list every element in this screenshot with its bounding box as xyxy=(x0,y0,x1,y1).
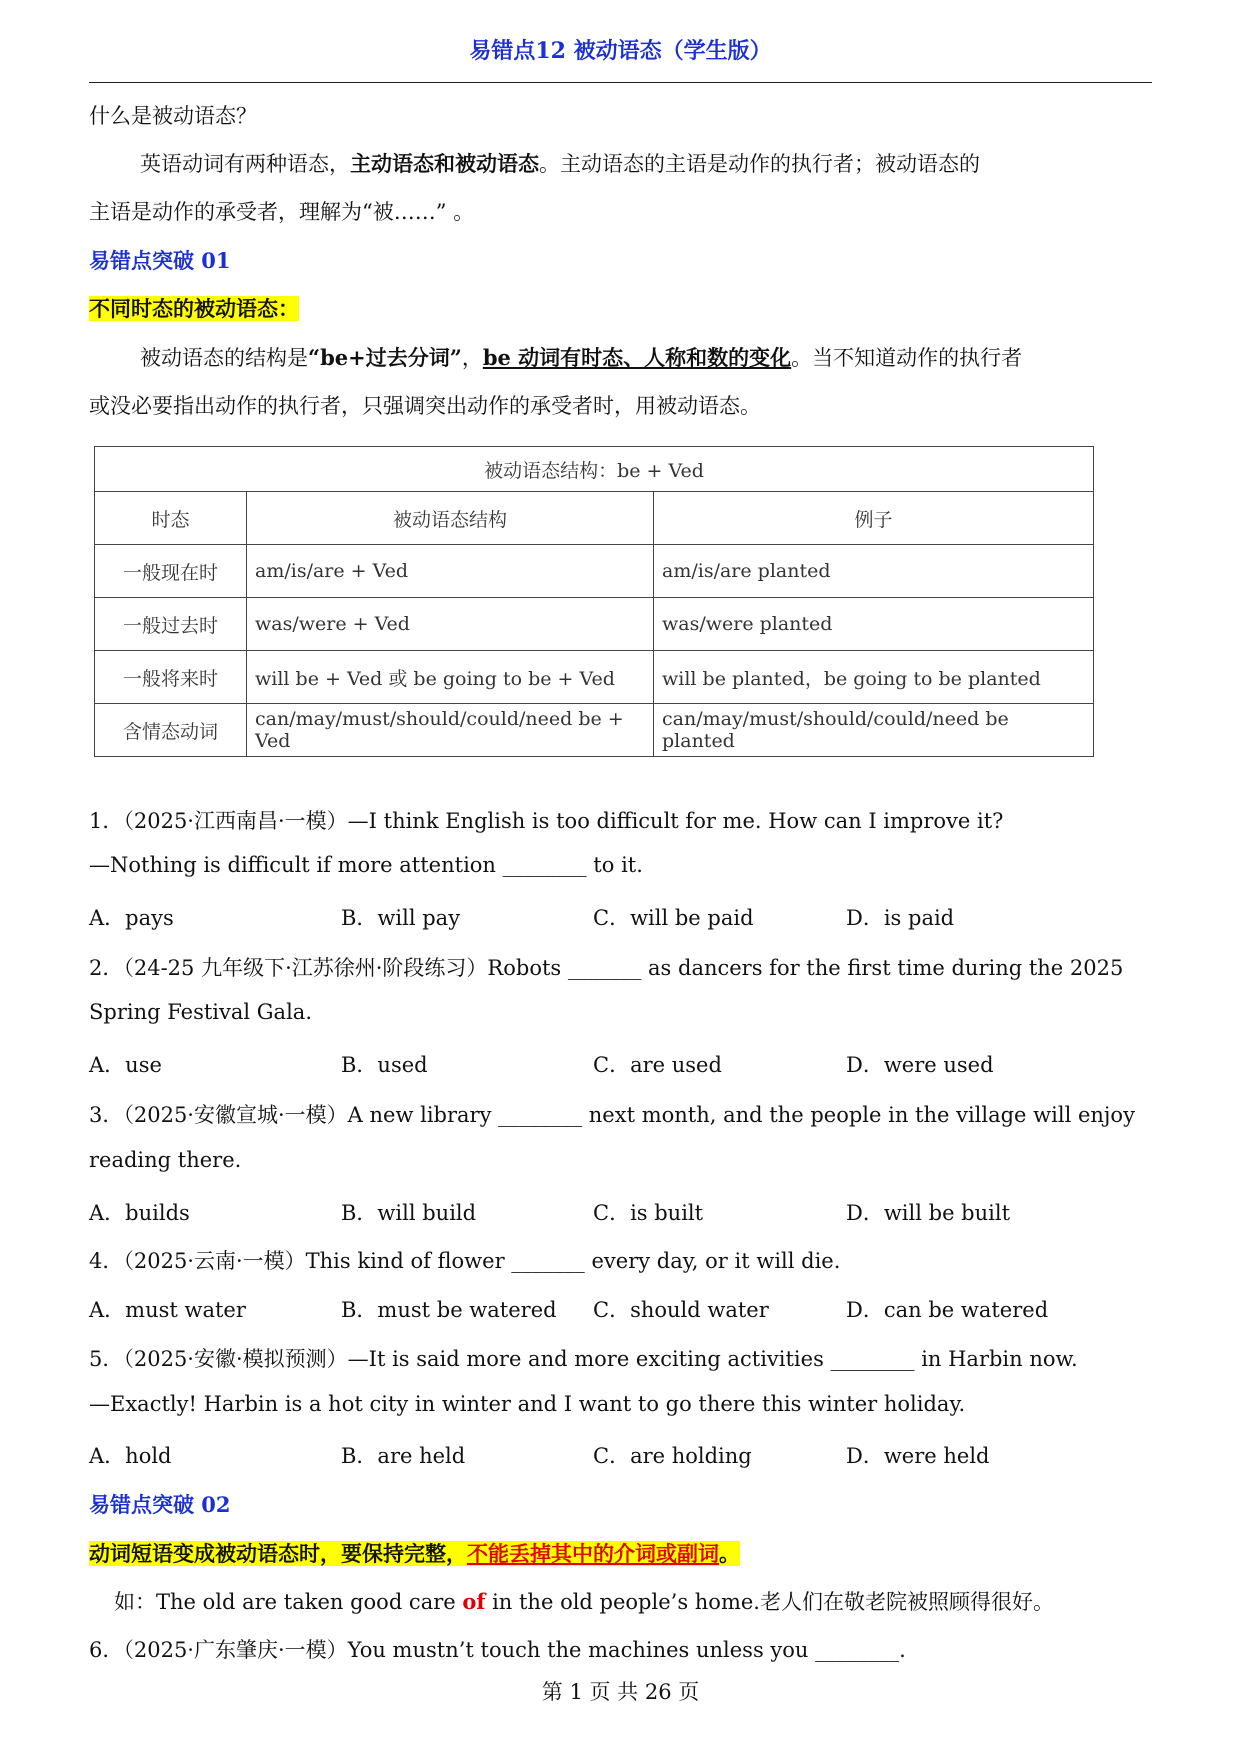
question-1-option-d[interactable]: D．is paid xyxy=(846,906,955,930)
question-2-option-d[interactable]: D．were used xyxy=(846,1053,994,1077)
question-1-option-a[interactable]: A．pays xyxy=(89,906,174,930)
question-2-stem: 2．（24-25 九年级下·江苏徐州·阶段练习）Robots _______ as dancers for the first time during the 2025 xyxy=(89,956,1124,980)
question-5-line2: —Exactly! Harbin is a hot city in winter and I want to go there this winter holiday. xyxy=(89,1392,966,1416)
intro-paragraph-line2: 主语是动作的承受者，理解为“被……” 。 xyxy=(89,200,475,224)
section1-highlight-line xyxy=(89,293,299,323)
intro-bold-text: 主动语态和被动语态 xyxy=(350,151,539,176)
section1-highlight: 不同时态的被动语态： xyxy=(89,296,299,321)
table-row xyxy=(95,704,1094,757)
section1-paragraph-line1 xyxy=(140,342,1022,372)
section1-bold-text: “be+过去分词” xyxy=(308,345,462,370)
section1-paragraph-line2: 或没必要指出动作的执行者，只强调突出动作的承受者时，用被动语态。 xyxy=(89,394,761,418)
question-1-stem: 1．（2025·江西南昌·一模）—I think English is too difficult for me. How can I improve it? xyxy=(89,809,1004,833)
question-4-option-c[interactable]: C．should water xyxy=(593,1298,769,1322)
question-5-option-b[interactable]: B．are held xyxy=(341,1444,466,1468)
table-cell-example: will be planted，be going to be planted xyxy=(654,651,1094,704)
intro-heading: 什么是被动语态？ xyxy=(89,104,257,128)
page-title: 易错点12 被动语态（学生版） xyxy=(469,38,772,64)
section1-text: 。当不知道动作的执行者 xyxy=(791,346,1023,370)
table-cell-tense: 一般过去时 xyxy=(95,598,247,651)
table-header-cell: 被动语态结构 xyxy=(247,492,654,545)
question-4-stem: 4．（2025·云南·一模）This kind of flower _______ every day, or it will die. xyxy=(89,1249,841,1273)
intro-paragraph-line1 xyxy=(140,148,980,178)
question-1-option-b[interactable]: B．will pay xyxy=(341,906,461,930)
table-cell-structure: am/is/are + Ved xyxy=(247,545,654,598)
question-3-line2: reading there. xyxy=(89,1148,242,1172)
page-number-footer: 第 1 页 共 26 页 xyxy=(541,1680,700,1704)
question-5-option-c[interactable]: C．are holding xyxy=(593,1444,752,1468)
question-3-option-c[interactable]: C．is built xyxy=(593,1201,704,1225)
table-header-cell: 例子 xyxy=(654,492,1094,545)
question-4-option-b[interactable]: B．must be watered xyxy=(341,1298,557,1322)
intro-text: 英语动词有两种语态， xyxy=(140,152,350,176)
section2-highlight-text: 。 xyxy=(719,1541,740,1566)
table-cell-tense: 一般将来时 xyxy=(95,651,247,704)
section2-highlight xyxy=(89,1541,740,1566)
table-cell-structure: can/may/must/should/could/need be + Ved xyxy=(247,704,654,757)
example-text: in the old people’s home.老人们在敬老院被照顾得很好。 xyxy=(485,1590,1054,1614)
table-cell-structure: was/were + Ved xyxy=(247,598,654,651)
intro-text: 。主动语态的主语是动作的执行者；被动语态的 xyxy=(539,152,980,176)
example-text: 如：The old are taken good care xyxy=(114,1590,463,1614)
section2-example xyxy=(114,1586,1054,1616)
table-header-cell: 时态 xyxy=(95,492,247,545)
section2-highlight-line xyxy=(89,1538,740,1568)
question-5-option-a[interactable]: A．hold xyxy=(89,1444,172,1468)
section1-text: ， xyxy=(461,346,483,370)
question-2-option-a[interactable]: A．use xyxy=(89,1053,162,1077)
question-4-option-d[interactable]: D．can be watered xyxy=(846,1298,1049,1322)
table-row xyxy=(95,651,1094,704)
table-cell-tense: 含情态动词 xyxy=(95,704,247,757)
question-3-stem: 3．（2025·安徽宣城·一模）A new library ________ next month, and the people in the village will enjoy xyxy=(89,1103,1135,1127)
question-2-line2: Spring Festival Gala. xyxy=(89,1000,312,1024)
table-caption: 被动语态结构：be + Ved xyxy=(95,447,1094,492)
table-header-row xyxy=(95,492,1094,545)
section1-underlined-text: be 动词有时态、人称和数的变化 xyxy=(482,345,792,370)
table-row xyxy=(95,598,1094,651)
question-3-option-d[interactable]: D．will be built xyxy=(846,1201,1011,1225)
question-2-option-b[interactable]: B．used xyxy=(341,1053,428,1077)
table-cell-example: can/may/must/should/could/need be planted xyxy=(654,704,1094,757)
table-cell-example: was/were planted xyxy=(654,598,1094,651)
section2-highlight-red-text: 不能丢掉其中的介词或副词 xyxy=(467,1541,719,1566)
question-3-option-a[interactable]: A．builds xyxy=(89,1201,190,1225)
table-row xyxy=(95,545,1094,598)
question-5-option-d[interactable]: D．were held xyxy=(846,1444,990,1468)
section1-text: 被动语态的结构是 xyxy=(140,346,308,370)
question-1-option-c[interactable]: C．will be paid xyxy=(593,906,754,930)
passive-structure-table xyxy=(94,446,1094,757)
example-highlighted-word: of xyxy=(462,1589,486,1614)
question-5-stem: 5．（2025·安徽·模拟预测）—It is said more and more exciting activities ________ in Harbin now. xyxy=(89,1347,1078,1371)
header-rule xyxy=(89,82,1152,83)
question-6-stem: 6．（2025·广东肇庆·一模）You mustn’t touch the machines unless you ________. xyxy=(89,1638,906,1662)
section2-label: 易错点突破 02 xyxy=(89,1492,231,1517)
table-cell-example: am/is/are planted xyxy=(654,545,1094,598)
question-2-option-c[interactable]: C．are used xyxy=(593,1053,722,1077)
question-1-line2: —Nothing is difficult if more attention ________ to it. xyxy=(89,853,643,877)
section1-label: 易错点突破 01 xyxy=(89,248,231,273)
table-cell-structure: will be + Ved 或 be going to be + Ved xyxy=(247,651,654,704)
question-4-option-a[interactable]: A．must water xyxy=(89,1298,246,1322)
table-caption-row xyxy=(95,447,1094,492)
section2-highlight-text: 动词短语变成被动语态时，要保持完整， xyxy=(89,1541,467,1566)
table-cell-tense: 一般现在时 xyxy=(95,545,247,598)
question-3-option-b[interactable]: B．will build xyxy=(341,1201,477,1225)
